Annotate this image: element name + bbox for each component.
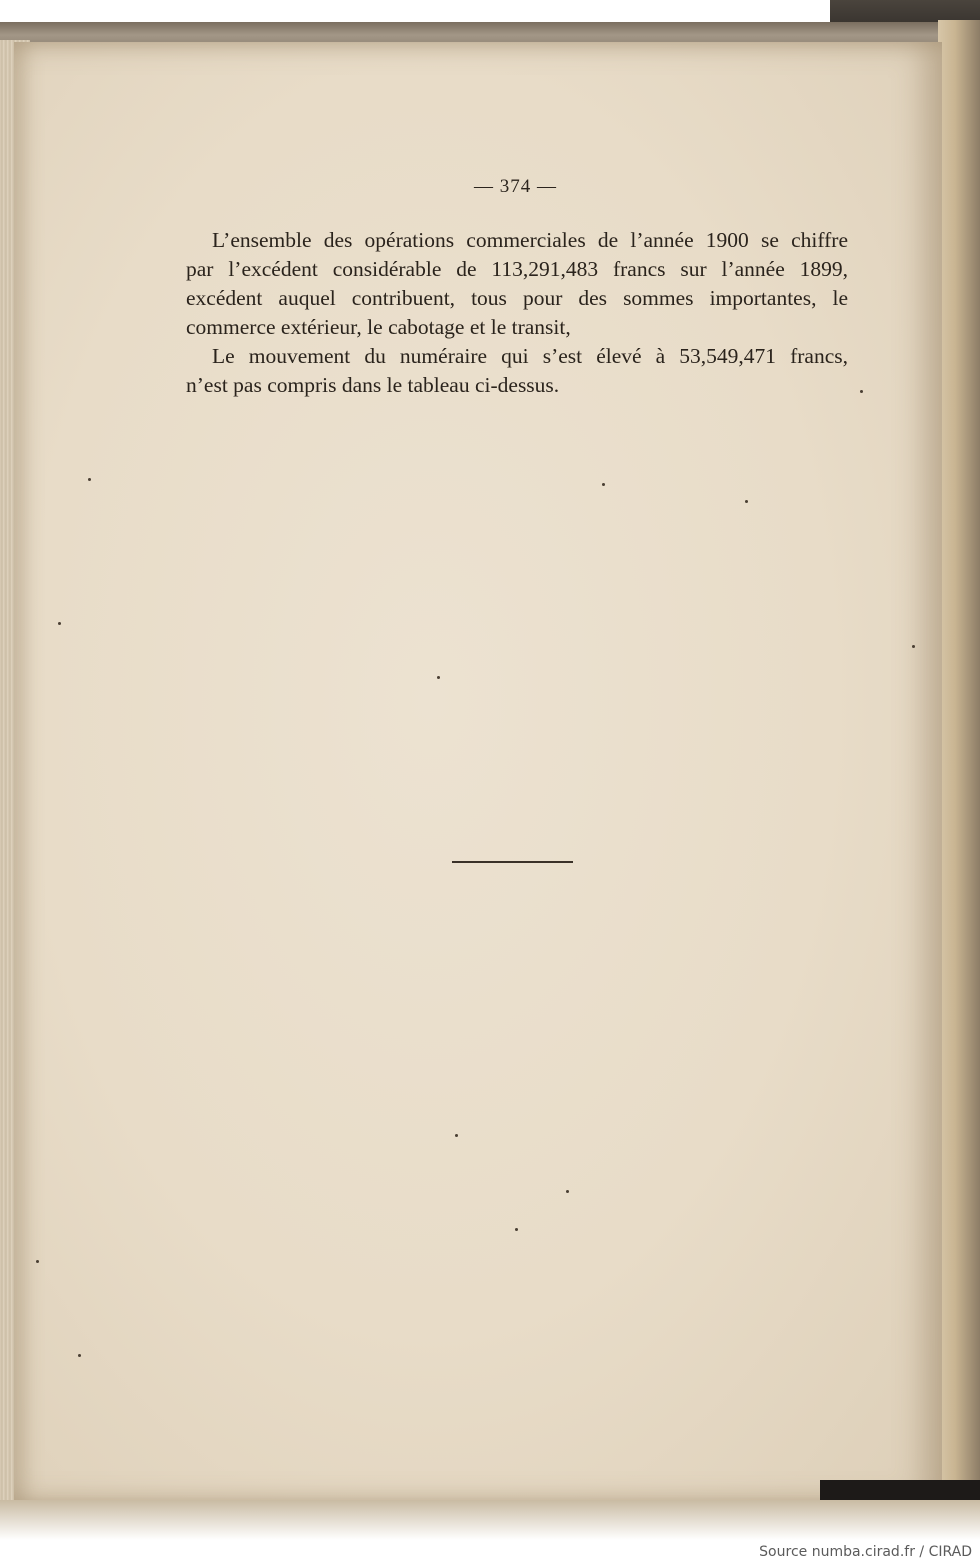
bottom-margin bbox=[0, 1500, 980, 1540]
paragraph-1 bbox=[186, 226, 848, 342]
text-line: Le mouvement du numéraire qui s’est élevé à 53,549,471 francs, bbox=[212, 344, 848, 368]
paper-speck bbox=[745, 500, 748, 503]
paper-speck bbox=[455, 1134, 458, 1137]
text-line: commerce extérieur, le cabotage et le transit, bbox=[186, 315, 571, 339]
paper-speck bbox=[88, 478, 91, 481]
top-margin bbox=[0, 0, 840, 22]
paper-speck bbox=[437, 676, 440, 679]
text-line: excédent auquel contribuent, tous pour des sommes importantes, le bbox=[186, 286, 848, 310]
text-line: L’ensemble des opérations commerciales de l’année 1900 se chiffre bbox=[212, 228, 848, 252]
paper-speck bbox=[78, 1354, 81, 1357]
text-line: n’est pas compris dans le tableau ci-dessus. bbox=[186, 373, 560, 397]
separator-rule bbox=[452, 861, 573, 863]
paper-speck bbox=[602, 483, 605, 486]
page-number: — 374 — bbox=[474, 176, 557, 197]
right-gutter bbox=[938, 20, 980, 1500]
paper-speck bbox=[58, 622, 61, 625]
paper-speck bbox=[36, 1260, 39, 1263]
text-line: par l’excédent considérable de 113,291,483 francs sur l’année 1899, bbox=[186, 257, 848, 281]
paragraph-2 bbox=[186, 342, 848, 400]
paper-speck bbox=[515, 1228, 518, 1231]
paper-speck bbox=[566, 1190, 569, 1193]
paper-speck bbox=[860, 390, 863, 393]
paper-speck bbox=[912, 645, 915, 648]
source-credit: Source numba.cirad.fr / CIRAD bbox=[759, 1544, 972, 1560]
